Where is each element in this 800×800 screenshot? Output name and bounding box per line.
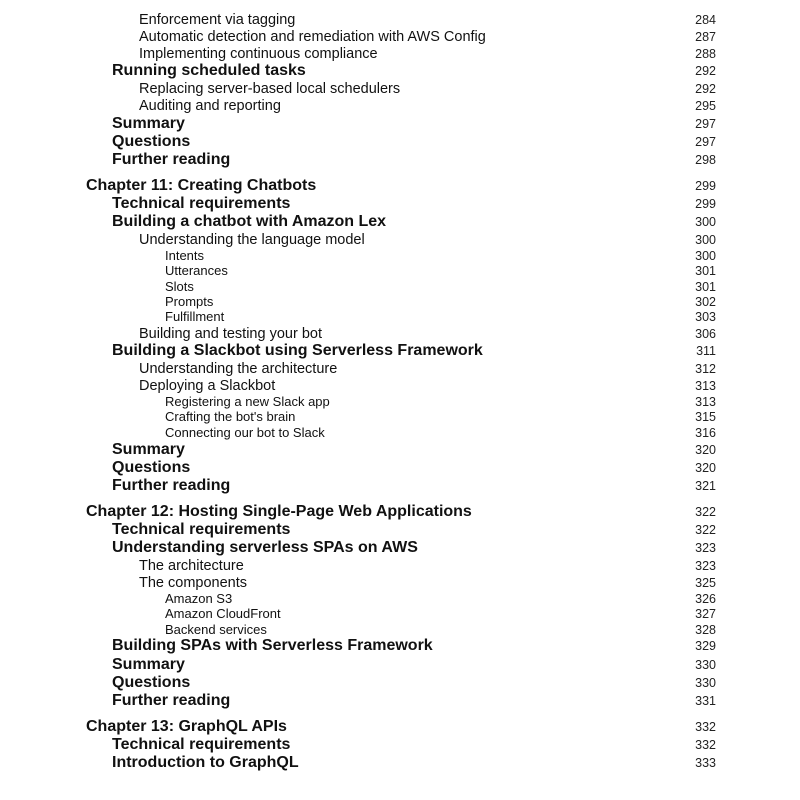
toc-entry-page: 329 (695, 639, 716, 653)
toc-entry-title: Questions (112, 674, 191, 691)
toc-entry-page: 284 (695, 13, 716, 27)
subsection-entry (0, 360, 800, 378)
toc-entry-page: 313 (695, 395, 716, 409)
toc-entry-page: 328 (695, 623, 716, 637)
section-entry (0, 674, 800, 692)
toc-entry-page: 332 (695, 720, 716, 734)
chapter-entry (0, 718, 800, 736)
toc-entry-title: The architecture (139, 558, 244, 574)
section-entry (0, 213, 800, 231)
toc-entry-page: 303 (695, 310, 716, 324)
toc-entry-title: Further reading (112, 151, 231, 168)
toc-entry-page: 298 (695, 153, 716, 167)
chapter-entry (0, 503, 800, 521)
toc-entry-title: Further reading (112, 477, 231, 494)
section-entry (0, 459, 800, 477)
toc-entry-page: 322 (695, 523, 716, 537)
toc-entry-page: 316 (695, 426, 716, 440)
toc-entry-page: 332 (695, 738, 716, 752)
toc-entry-page: 327 (695, 607, 716, 621)
toc-entry-page: 323 (695, 559, 716, 573)
toc-entry-title: Utterances (165, 263, 228, 278)
toc-entry-page: 330 (695, 676, 716, 690)
toc-entry-title: Summary (112, 441, 185, 458)
toc-entry-title: Amazon S3 (165, 591, 233, 606)
toc-entry-page: 313 (695, 379, 716, 393)
subsection-entry (0, 28, 800, 46)
toc-entry-title: Crafting the bot's brain (165, 409, 296, 424)
toc-entry-page: 311 (696, 344, 716, 358)
section-entry (0, 521, 800, 539)
toc-entry-title: Running scheduled tasks (112, 62, 306, 79)
toc-entry-page: 297 (695, 117, 716, 131)
toc-entry-title: Backend services (165, 622, 267, 637)
toc-entry-title: Chapter 11: Creating Chatbots (86, 177, 317, 194)
toc-entry-page: 330 (695, 658, 716, 672)
chapter-entry (0, 177, 800, 195)
section-entry (0, 133, 800, 151)
toc-entry-page: 299 (695, 197, 716, 211)
toc-entry-page: 297 (695, 135, 716, 149)
toc-entry-title: Summary (112, 656, 185, 673)
toc-entry-title: Intents (165, 248, 205, 263)
section-entry (0, 195, 800, 213)
subsubsection-entry (0, 424, 800, 442)
toc-entry-title: Replacing server-based local schedulers (139, 81, 401, 97)
toc-entry-title: Deploying a Slackbot (139, 378, 276, 394)
subsection-entry (0, 80, 800, 98)
toc-entry-title: Chapter 12: Hosting Single-Page Web Applications (86, 503, 472, 520)
toc-entry-title: Prompts (165, 294, 214, 309)
toc-entry-page: 292 (695, 82, 716, 96)
subsection-entry (0, 11, 800, 29)
toc-entry-page: 320 (695, 443, 716, 457)
toc-entry-title: Questions (112, 133, 191, 150)
toc-entry-title: Chapter 13: GraphQL APIs (86, 718, 287, 735)
toc-entry-title: Understanding the language model (139, 232, 365, 248)
toc-entry-title: Summary (112, 115, 185, 132)
section-entry (0, 637, 800, 655)
toc-entry-title: Connecting our bot to Slack (165, 425, 325, 440)
toc-entry-page: 299 (695, 179, 716, 193)
toc-entry-page: 331 (695, 694, 716, 708)
toc-entry-page: 326 (695, 592, 716, 606)
section-entry (0, 477, 800, 495)
toc-entry-page: 292 (695, 64, 716, 78)
toc-entry-page: 323 (695, 541, 716, 555)
section-entry (0, 656, 800, 674)
toc-entry-page: 320 (695, 461, 716, 475)
section-entry (0, 115, 800, 133)
toc-entry-page: 300 (695, 215, 716, 229)
toc-entry-page: 300 (695, 233, 716, 247)
toc-entry-title: Building a chatbot with Amazon Lex (112, 213, 387, 230)
toc-entry-title: Enforcement via tagging (139, 12, 296, 28)
toc-entry-title: Building a Slackbot using Serverless Framework (112, 342, 483, 359)
toc-entry-title: Questions (112, 459, 191, 476)
subsection-entry (0, 45, 800, 63)
toc-entry-title: Introduction to GraphQL (112, 754, 299, 771)
toc-entry-page: 287 (695, 30, 716, 44)
section-entry (0, 692, 800, 710)
toc-entry-page: 288 (695, 47, 716, 61)
toc-entry-page: 300 (695, 249, 716, 263)
toc-entry-title: Technical requirements (112, 521, 291, 538)
toc-entry-page: 333 (695, 756, 716, 770)
toc-entry-page: 315 (695, 410, 716, 424)
toc-entry-title: Implementing continuous compliance (139, 46, 378, 62)
subsection-entry (0, 325, 800, 343)
toc-entry-title: Technical requirements (112, 195, 291, 212)
toc-entry-page: 302 (695, 295, 716, 309)
toc-entry-title: Registering a new Slack app (165, 394, 330, 409)
toc-entry-page: 312 (695, 362, 716, 376)
section-entry (0, 754, 800, 772)
toc-entry-page: 295 (695, 99, 716, 113)
section-entry (0, 539, 800, 557)
subsection-entry (0, 97, 800, 115)
toc-entry-page: 325 (695, 576, 716, 590)
toc-entry-title: Auditing and reporting (139, 98, 281, 114)
toc-entry-title: Building and testing your bot (139, 326, 322, 342)
section-entry (0, 151, 800, 169)
toc-entry-title: Understanding serverless SPAs on AWS (112, 539, 418, 556)
toc-entry-title: Slots (165, 279, 194, 294)
toc-entry-page: 301 (695, 264, 716, 278)
toc-entry-page: 322 (695, 505, 716, 519)
toc-entry-page: 321 (695, 479, 716, 493)
section-entry (0, 342, 800, 360)
toc-entry-title: Fulfillment (165, 309, 225, 324)
section-entry (0, 441, 800, 459)
toc-entry-page: 306 (695, 327, 716, 341)
section-entry (0, 62, 800, 80)
toc-entry-title: Automatic detection and remediation with AWS Config (139, 29, 486, 45)
subsubsection-entry (0, 308, 800, 326)
toc-entry-title: Technical requirements (112, 736, 291, 753)
subsection-entry (0, 557, 800, 575)
toc-entry-title: The components (139, 575, 248, 591)
toc-entry-title: Further reading (112, 692, 231, 709)
toc-entry-title: Amazon CloudFront (165, 606, 281, 621)
toc-entry-page: 301 (695, 280, 716, 294)
section-entry (0, 736, 800, 754)
toc-entry-title: Understanding the architecture (139, 361, 338, 377)
toc-entry-title: Building SPAs with Serverless Framework (112, 637, 433, 654)
